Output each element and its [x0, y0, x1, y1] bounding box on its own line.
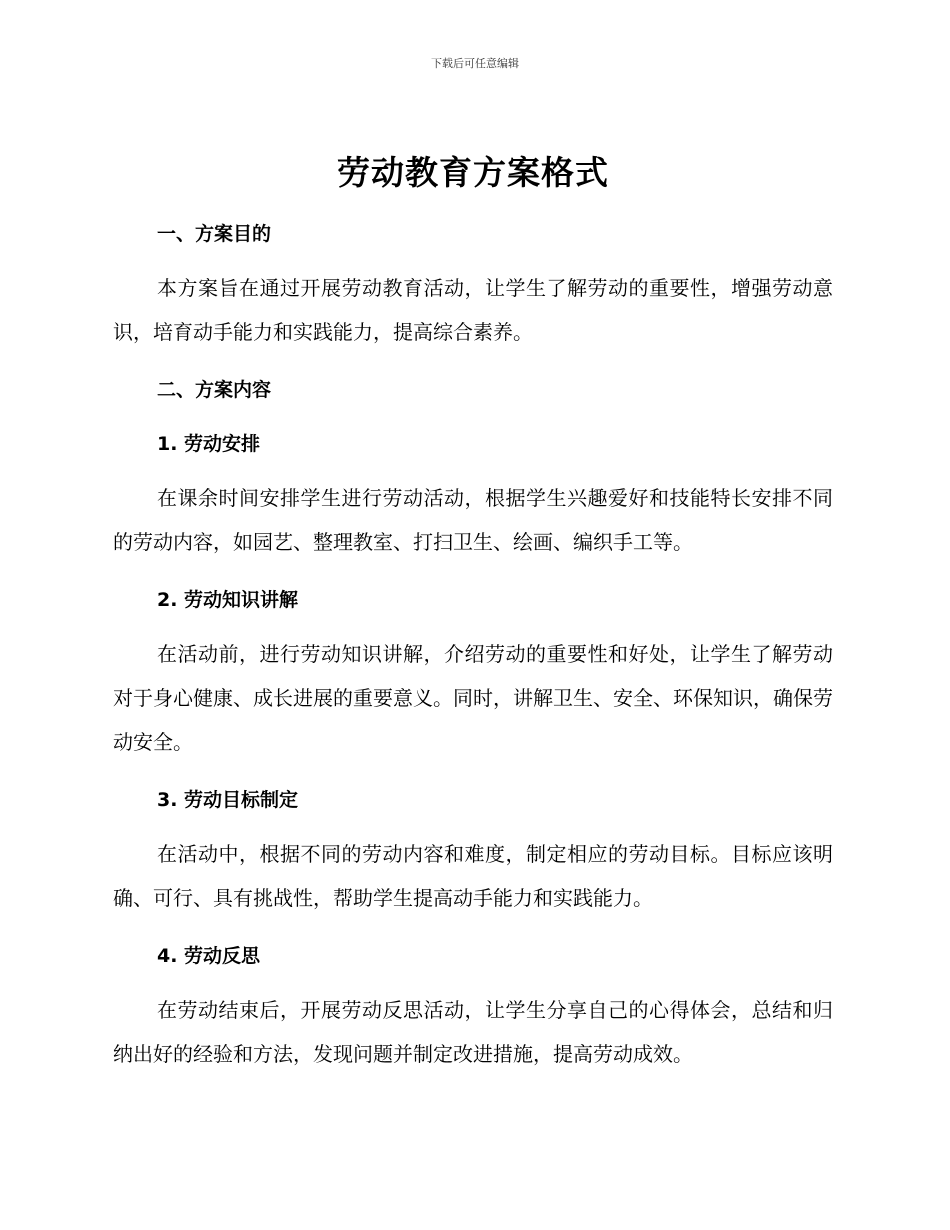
paragraph-purpose: 本方案旨在通过开展劳动教育活动，让学生了解劳动的重要性，增强劳动意识，培育动手能力和实践能力，提高综合素养。: [113, 276, 833, 344]
paragraph-labor-reflection: 在劳动结束后，开展劳动反思活动，让学生分享自己的心得体会，总结和归纳出好的经验和方法，发现问题并制定改进措施，提高劳动成效。: [113, 998, 833, 1066]
section-heading-purpose: 一、方案目的: [157, 223, 272, 245]
subheading-labor-goals: 3. 劳动目标制定: [157, 789, 299, 811]
paragraph-labor-knowledge: 在活动前，进行劳动知识讲解，介绍劳动的重要性和好处，让学生了解劳动对于身心健康、成长进展的重要意义。同时，讲解卫生、安全、环保知识，确保劳动安全。: [113, 642, 833, 754]
paragraph-labor-goals: 在活动中，根据不同的劳动内容和难度，制定相应的劳动目标。目标应该明确、可行、具有挑战性，帮助学生提高动手能力和实践能力。: [113, 842, 833, 910]
document-body: [113, 148, 833, 1076]
subheading-labor-knowledge: 2. 劳动知识讲解: [157, 589, 299, 611]
subheading-labor-arrangement: 1. 劳动安排: [157, 433, 261, 455]
section-heading-content: 二、方案内容: [157, 379, 272, 401]
paragraph-labor-arrangement: 在课余时间安排学生进行劳动活动，根据学生兴趣爱好和技能特长安排不同的劳动内容，如园艺、整理教室、打扫卫生、绘画、编织手工等。: [113, 486, 833, 554]
subheading-labor-reflection: 4. 劳动反思: [157, 945, 261, 967]
document-title: 劳动教育方案格式: [337, 153, 609, 192]
header-note: 下载后可任意编辑: [431, 57, 519, 70]
